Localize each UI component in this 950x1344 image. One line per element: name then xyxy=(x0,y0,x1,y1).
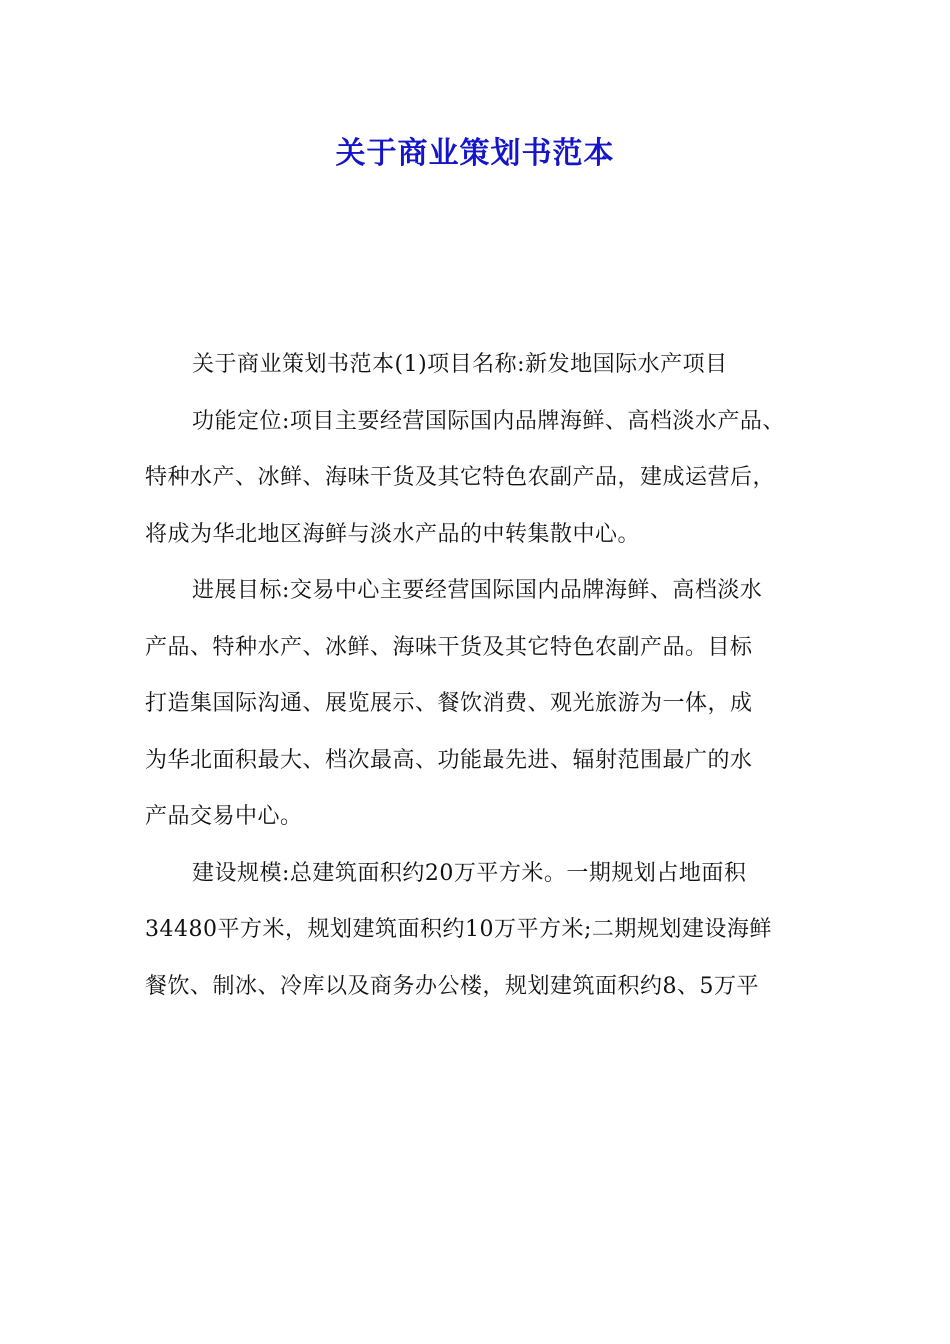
paragraph-line: 功能定位:项目主要经营国际国内品牌海鲜、高档淡水产品、 xyxy=(192,408,785,434)
document-title: 关于商业策划书范本 xyxy=(335,136,615,171)
paragraph-line: 特种水产、冰鲜、海味干货及其它特色农副产品，建成运营后， xyxy=(145,465,776,490)
document-body xyxy=(145,337,815,1015)
paragraph-line: 为华北面积最大、档次最高、功能最先进、辐射范围最广的水 xyxy=(145,747,753,773)
paragraph-line: 进展目标:交易中心主要经营国际国内品牌海鲜、高档淡水 xyxy=(192,578,763,603)
paragraph-line: 34480平方米，规划建筑面积约10万平方米;二期规划建设海鲜 xyxy=(145,917,772,942)
paragraph-line: 建设规模:总建筑面积约20万平方米。一期规划占地面积 xyxy=(192,860,747,886)
paragraph-line: 关于商业策划书范本(1)项目名称:新发地国际水产项目 xyxy=(192,352,728,377)
paragraph-line: 产品交易中心。 xyxy=(145,804,303,829)
paragraph-line: 打造集国际沟通、展览展示、餐饮消费、观光旅游为一体，成 xyxy=(145,691,753,716)
paragraph-line: 产品、特种水产、冰鲜、海味干货及其它特色农副产品。目标 xyxy=(145,634,753,660)
paragraph-line: 将成为华北地区海鲜与淡水产品的中转集散中心。 xyxy=(145,521,641,547)
paragraph-line: 餐饮、制冰、冷库以及商务办公楼，规划建筑面积约8、5万平 xyxy=(145,973,759,999)
